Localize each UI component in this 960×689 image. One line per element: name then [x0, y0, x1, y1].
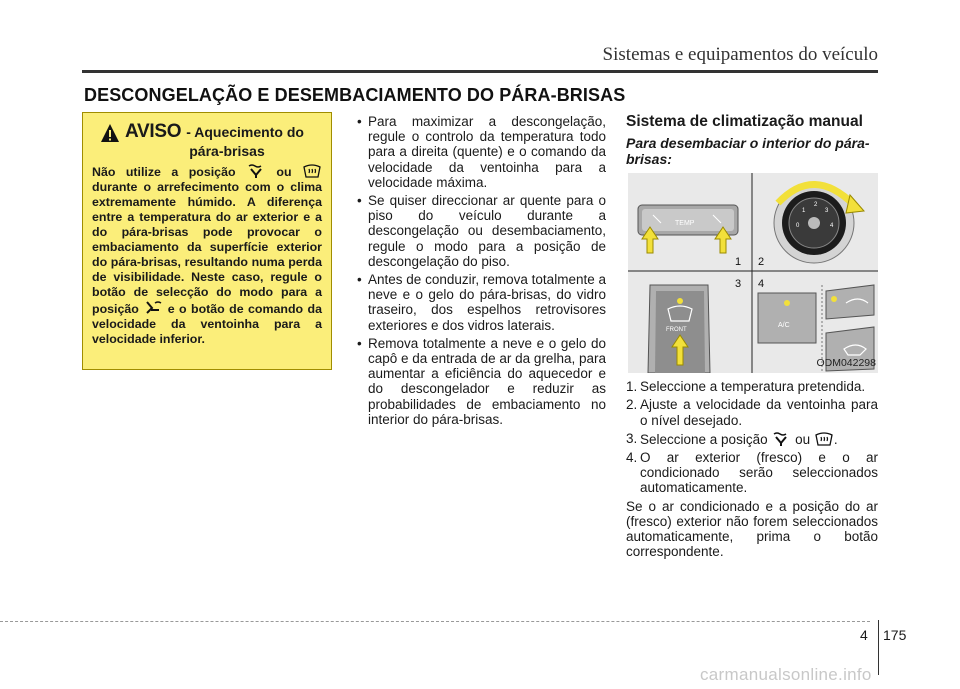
section-title: DESCONGELAÇÃO E DESEMBACIAMENTO DO PÁRA-BRISAS: [84, 85, 626, 105]
temp-label: TEMP: [675, 220, 695, 228]
step-list: [626, 379, 878, 495]
warning-text-c: durante o arrefecimento com o clima extremamente húmido. A diferença entre a temperatura do ar exterior e a do pára-brisas pode provocar o embaciamento da superfície exterior do pára-brisas, resultando numa perda de visibilidade. Neste caso, regule o botão de selecção do modo para a posição: [92, 180, 322, 316]
dial-number: 1: [802, 208, 806, 215]
closing-paragraph: Se o ar condicionado e a posição do ar (fresco) exterior não forem seleccionados automaticamente, prima o botão correspondente.: [626, 498, 878, 560]
step-item: [626, 397, 878, 427]
step-text: O ar exterior (fresco) e o ar condicionado serão seleccionados automaticamente.: [640, 450, 878, 496]
step-number: 1.: [626, 379, 638, 395]
dial-number: 4: [830, 223, 834, 230]
bullet-item: • Antes de conduzir, remova totalmente a neve e o gelo do pára-brisas, do vidro traseiro, dos espelhos retrovisores exteriores e dos vidros laterais.: [356, 272, 606, 333]
climate-control-illustration: [628, 173, 878, 373]
watermark: carmanualsonline.info: [700, 665, 872, 684]
windshield-defrost-icon: [814, 431, 834, 447]
dial-number: 2: [814, 202, 818, 209]
step-text-c: .: [833, 431, 838, 447]
quadrant-label: 4: [758, 278, 765, 291]
chapter-number: 4: [860, 627, 868, 643]
step-text-a: Seleccione a posição: [640, 431, 768, 447]
defrost-floor-mode-icon: [143, 300, 163, 316]
quadrant-label: 1: [735, 256, 742, 269]
warning-title-line2: pára-brisas: [189, 143, 265, 159]
warning-label: AVISO: [125, 121, 182, 142]
defrost-floor-icon: [246, 163, 266, 179]
step-number: 2.: [626, 397, 638, 413]
footer-rule: [0, 621, 870, 622]
step-item: [626, 431, 878, 447]
bullet-item: • Remova totalmente a neve e o gelo do capô e da entrada de ar da grelha, para aumentar a eficiência do aquecedor e do descongelador e reduzir as probabilidades de embaciamento no interior do pára-brisas.: [356, 336, 606, 427]
step-number: 3.: [626, 430, 638, 446]
warning-text-a: Não utilize a posição: [92, 165, 236, 179]
dial-number: 3: [825, 208, 829, 215]
manual-climate-subheading: Para desembaciar o interior do pára-brisas:: [626, 135, 870, 168]
ac-label: A/C: [778, 322, 790, 330]
warning-box: [82, 112, 332, 370]
bullet-list: [356, 114, 606, 430]
header-title: Sistemas e equipamentos do veículo: [602, 44, 878, 65]
step-item: [626, 450, 878, 496]
front-label: FRONT: [666, 327, 687, 334]
step-text-b: ou: [795, 431, 811, 447]
bullet-item: • Se quiser direccionar ar quente para o piso do veículo durante a descongelação ou desembaciamento, regule o modo para a posição de descongelação do piso.: [356, 193, 606, 269]
defrost-floor-icon: [771, 431, 791, 447]
quadrant-label: 2: [758, 256, 765, 269]
warning-triangle-icon: [100, 123, 120, 143]
quadrant-label: 3: [735, 278, 742, 291]
warning-text-b: ou: [276, 165, 292, 179]
step-text: Ajuste a velocidade da ventoinha para o nível desejado.: [640, 397, 878, 428]
figure-code: ODM042298: [816, 357, 876, 369]
windshield-defrost-icon: [302, 163, 322, 179]
warning-title: - Aquecimento do: [186, 124, 304, 140]
page-number: 175: [883, 627, 907, 643]
warning-text: [92, 163, 322, 347]
climate-control-figure: [628, 173, 878, 373]
warning-text-d: e o botão de comando da velocidade da ventoinha para a velocidade inferior.: [92, 302, 323, 346]
page-divider: [878, 620, 879, 675]
manual-climate-heading: Sistema de climatização manual: [626, 113, 863, 130]
bullet-item: • Para maximizar a descongelação, regule o controlo da temperatura todo para a direita (quente) e o comando da velocidade da ventoinha para a velocidade máxima.: [356, 114, 606, 190]
dial-number: 0: [796, 223, 800, 230]
warning-header: [92, 121, 322, 143]
step-item: [626, 379, 878, 394]
manual-climate-section: [626, 114, 878, 559]
step-text: Seleccione a temperatura pretendida.: [640, 379, 866, 395]
step-number: 4.: [626, 450, 638, 466]
header-rule: [82, 70, 878, 73]
